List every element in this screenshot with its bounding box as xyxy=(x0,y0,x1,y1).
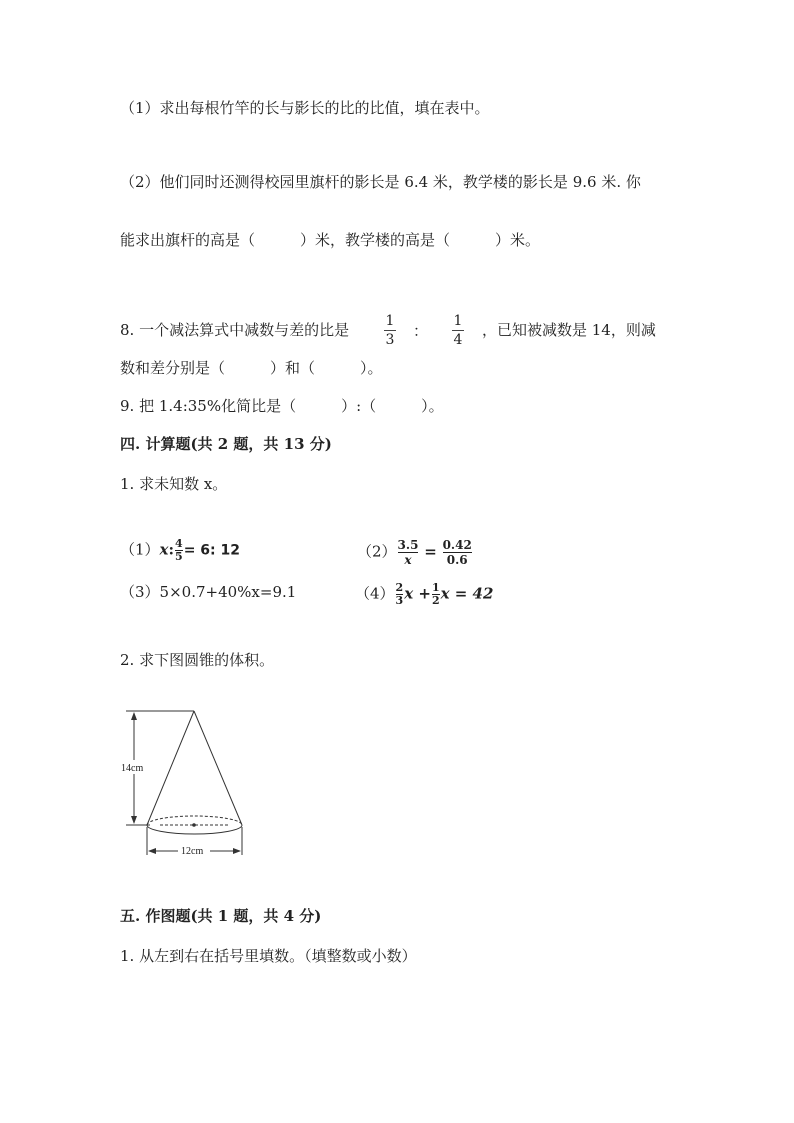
section4-title: 四. 计算题(共 2 题，共 13 分) xyxy=(120,435,332,453)
eq1-variable: x xyxy=(159,540,169,559)
eq4-frac2-numerator: 1 xyxy=(431,581,440,594)
eq2-left-denominator: x xyxy=(404,553,412,567)
q7-sub2-line2: 能求出旗杆的高是（ ）米，教学楼的高是（ ）米。 xyxy=(120,231,541,249)
eq4-rhs: x = 42 xyxy=(440,584,494,603)
eq2-right-fraction xyxy=(443,538,472,567)
eq2-right-numerator: 0.42 xyxy=(442,538,472,552)
q8-frac2-numerator: 1 xyxy=(453,313,463,329)
equation-2 xyxy=(357,538,473,567)
cone-diagram xyxy=(120,705,260,860)
cone-center-dot xyxy=(192,823,196,827)
eq1-frac-numerator: 4 xyxy=(175,537,183,550)
q8-ratio-colon: ： xyxy=(413,322,429,340)
equation-4 xyxy=(355,582,493,607)
q7-sub1: （1）求出每根竹竿的长与影长的比的比值，填在表中。 xyxy=(120,99,490,117)
q8-line2: 数和差分别是（ ）和（ ）。 xyxy=(120,359,383,377)
eq4-mid: x + xyxy=(404,584,431,603)
section4-q2-title: 2. 求下图圆锥的体积。 xyxy=(120,651,275,669)
q8-frac1-numerator: 1 xyxy=(385,313,395,329)
eq1-colon: : xyxy=(168,540,175,559)
eq2-left-numerator: 3.5 xyxy=(397,538,419,552)
section5-q1-title: 1. 从左到右在括号里填数。（填整数或小数） xyxy=(120,947,417,965)
q8-prefix: 8. 一个减法算式中减数与差的比是 xyxy=(120,321,350,339)
cone-left-side xyxy=(147,711,194,825)
eq4-frac1-denominator: 3 xyxy=(395,594,404,607)
q7-sub2-line1: （2）他们同时还测得校园里旗杆的影长是 6.4 米，教学楼的影长是 9.6 米. 你 xyxy=(120,173,641,191)
eq2-left-fraction xyxy=(398,538,419,567)
height-arrow-top xyxy=(131,712,137,720)
equation-1 xyxy=(120,538,240,563)
diameter-arrow-left xyxy=(148,848,156,854)
q8-fraction-1 xyxy=(382,312,398,349)
eq1-rhs: = 6: 12 xyxy=(183,542,241,559)
eq2-equals: = xyxy=(424,542,437,561)
cone-diameter-label: 12cm xyxy=(181,846,204,857)
q9-text: 9. 把 1.4:35%化简比是（ ）:（ ）。 xyxy=(120,397,444,415)
cone-height-label: 14cm xyxy=(121,763,144,774)
q8-frac2-denominator: 4 xyxy=(453,332,463,348)
eq2-label: （2） xyxy=(357,542,397,561)
eq1-fraction xyxy=(175,538,183,563)
eq4-frac1-numerator: 2 xyxy=(395,581,404,594)
q8-frac1-denominator: 3 xyxy=(385,332,395,348)
eq1-frac-denominator: 5 xyxy=(175,550,183,563)
q8-suffix: ，已知被减数是 14，则减 xyxy=(482,321,656,339)
eq2-right-denominator: 0.6 xyxy=(446,553,468,567)
eq4-fraction-2 xyxy=(432,582,440,607)
q8-fraction-2 xyxy=(450,312,466,349)
section5-title: 五. 作图题(共 1 题，共 4 分) xyxy=(120,907,322,925)
equation-3: （3）5×0.7+40%x=9.1 xyxy=(120,583,297,601)
eq4-label: （4） xyxy=(355,584,395,603)
eq4-frac2-denominator: 2 xyxy=(431,594,440,607)
eq1-label: （1） xyxy=(120,540,160,559)
section4-q1-title: 1. 求未知数 x。 xyxy=(120,475,228,493)
diameter-arrow-right xyxy=(233,848,241,854)
height-arrow-bottom xyxy=(131,816,137,824)
cone-right-side xyxy=(194,711,242,825)
eq4-fraction-1 xyxy=(396,582,404,607)
